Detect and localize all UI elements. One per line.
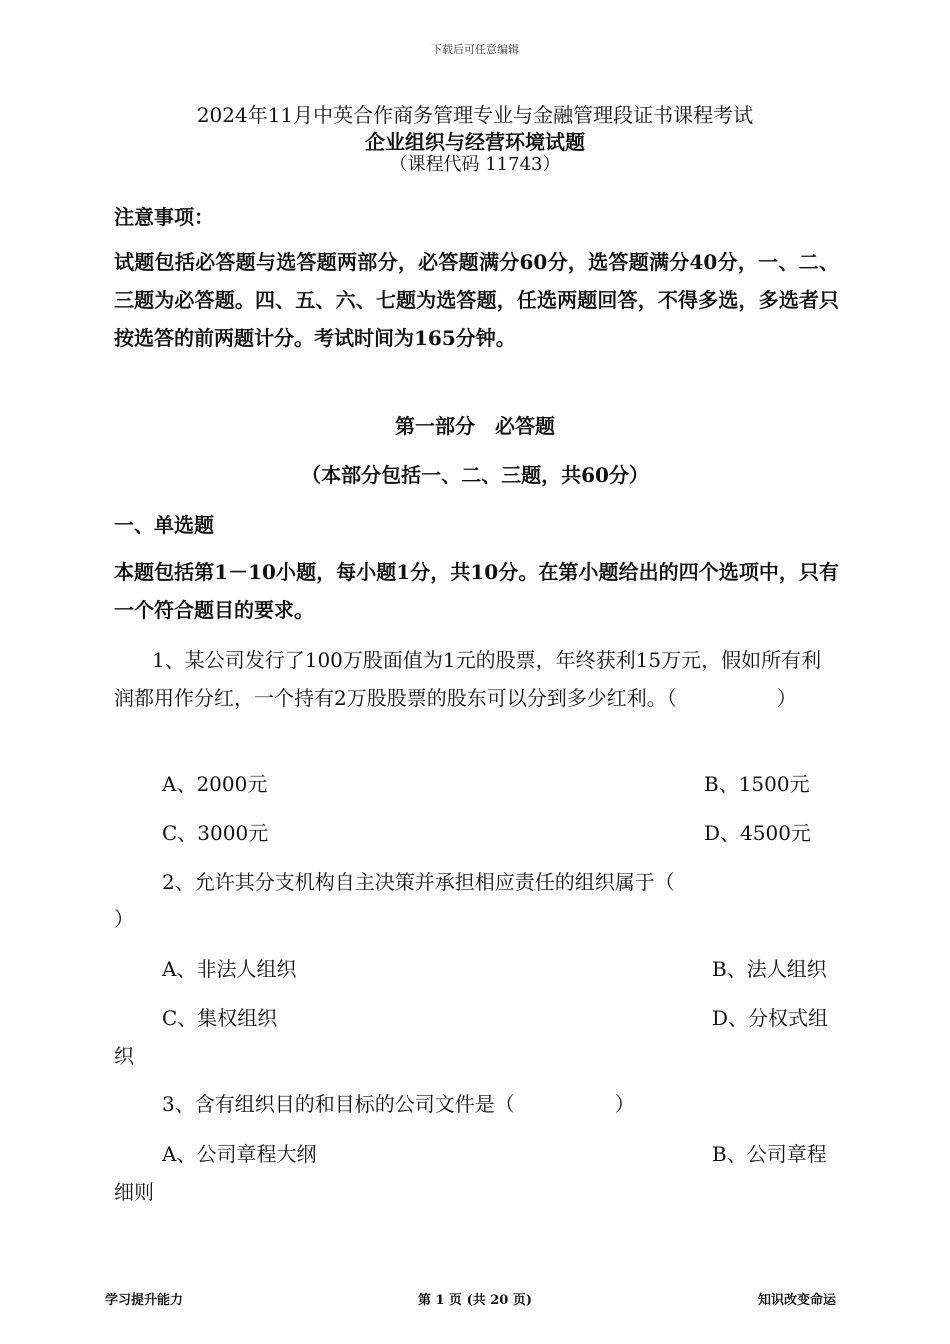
q3-option-a: A、公司章程大纲 xyxy=(162,1142,317,1166)
part-subtitle: （本部分包括一、二、三题，共60分） xyxy=(301,463,649,487)
q2-option-c: C、集权组织 xyxy=(162,1006,278,1030)
q1-option-d: D、4500元 xyxy=(704,821,811,845)
footer-left: 学习提升能力 xyxy=(105,1293,184,1308)
question-3-text: 3、含有组织目的和目标的公司文件是（ ） xyxy=(162,1092,635,1116)
top-note: 下载后可任意编辑 xyxy=(431,43,519,56)
q2-option-d: D、分权式组 xyxy=(712,1006,829,1030)
exam-title: 2024年11月中英合作商务管理专业与金融管理段证书课程考试 xyxy=(196,103,754,127)
footer-right: 知识改变命运 xyxy=(758,1293,837,1308)
q1-option-a: A、2000元 xyxy=(162,772,268,796)
notice-heading: 注意事项： xyxy=(114,205,214,229)
section-instruction: 本题包括第1－10小题，每小题1分，共10分。在第小题给出的四个选项中，只有一个符合题目的要求。 xyxy=(114,560,839,622)
notice-body: 试题包括必答题与选答题两部分，必答题满分60分，选答题满分40分，一、二、三题为必答题。四、五、六、七题为选答题，任选两题回答，不得多选，多选者只按选答的前两题计分。考试时间为165分钟。 xyxy=(114,250,839,350)
course-title: 企业组织与经营环境试题 xyxy=(365,130,585,154)
part-title: 第一部分 必答题 xyxy=(395,414,555,438)
question-2-text: 2、允许其分支机构自主决策并承担相应责任的组织属于（ xyxy=(162,870,675,894)
q1-option-c: C、3000元 xyxy=(162,821,269,845)
question-2-text-wrap: ） xyxy=(114,907,134,931)
q2-option-b: B、法人组织 xyxy=(712,957,827,981)
q1-option-b: B、1500元 xyxy=(704,772,810,796)
q2-option-d-wrap: 织 xyxy=(114,1044,134,1068)
q3-option-b: B、公司章程 xyxy=(712,1142,827,1166)
q3-option-b-wrap: 细则 xyxy=(114,1180,154,1204)
q2-option-a: A、非法人组织 xyxy=(162,957,297,981)
question-1-text: 1、某公司发行了100万股面值为1元的股票，年终获利15万元，假如所有利润都用作分红，一个持有2万股股票的股东可以分到多少红利。（ ） xyxy=(114,648,822,710)
page-number: 第 1 页 (共 20 页) xyxy=(417,1293,533,1308)
course-code: （课程代码 11743） xyxy=(389,154,561,175)
section-heading: 一、单选题 xyxy=(114,513,214,537)
